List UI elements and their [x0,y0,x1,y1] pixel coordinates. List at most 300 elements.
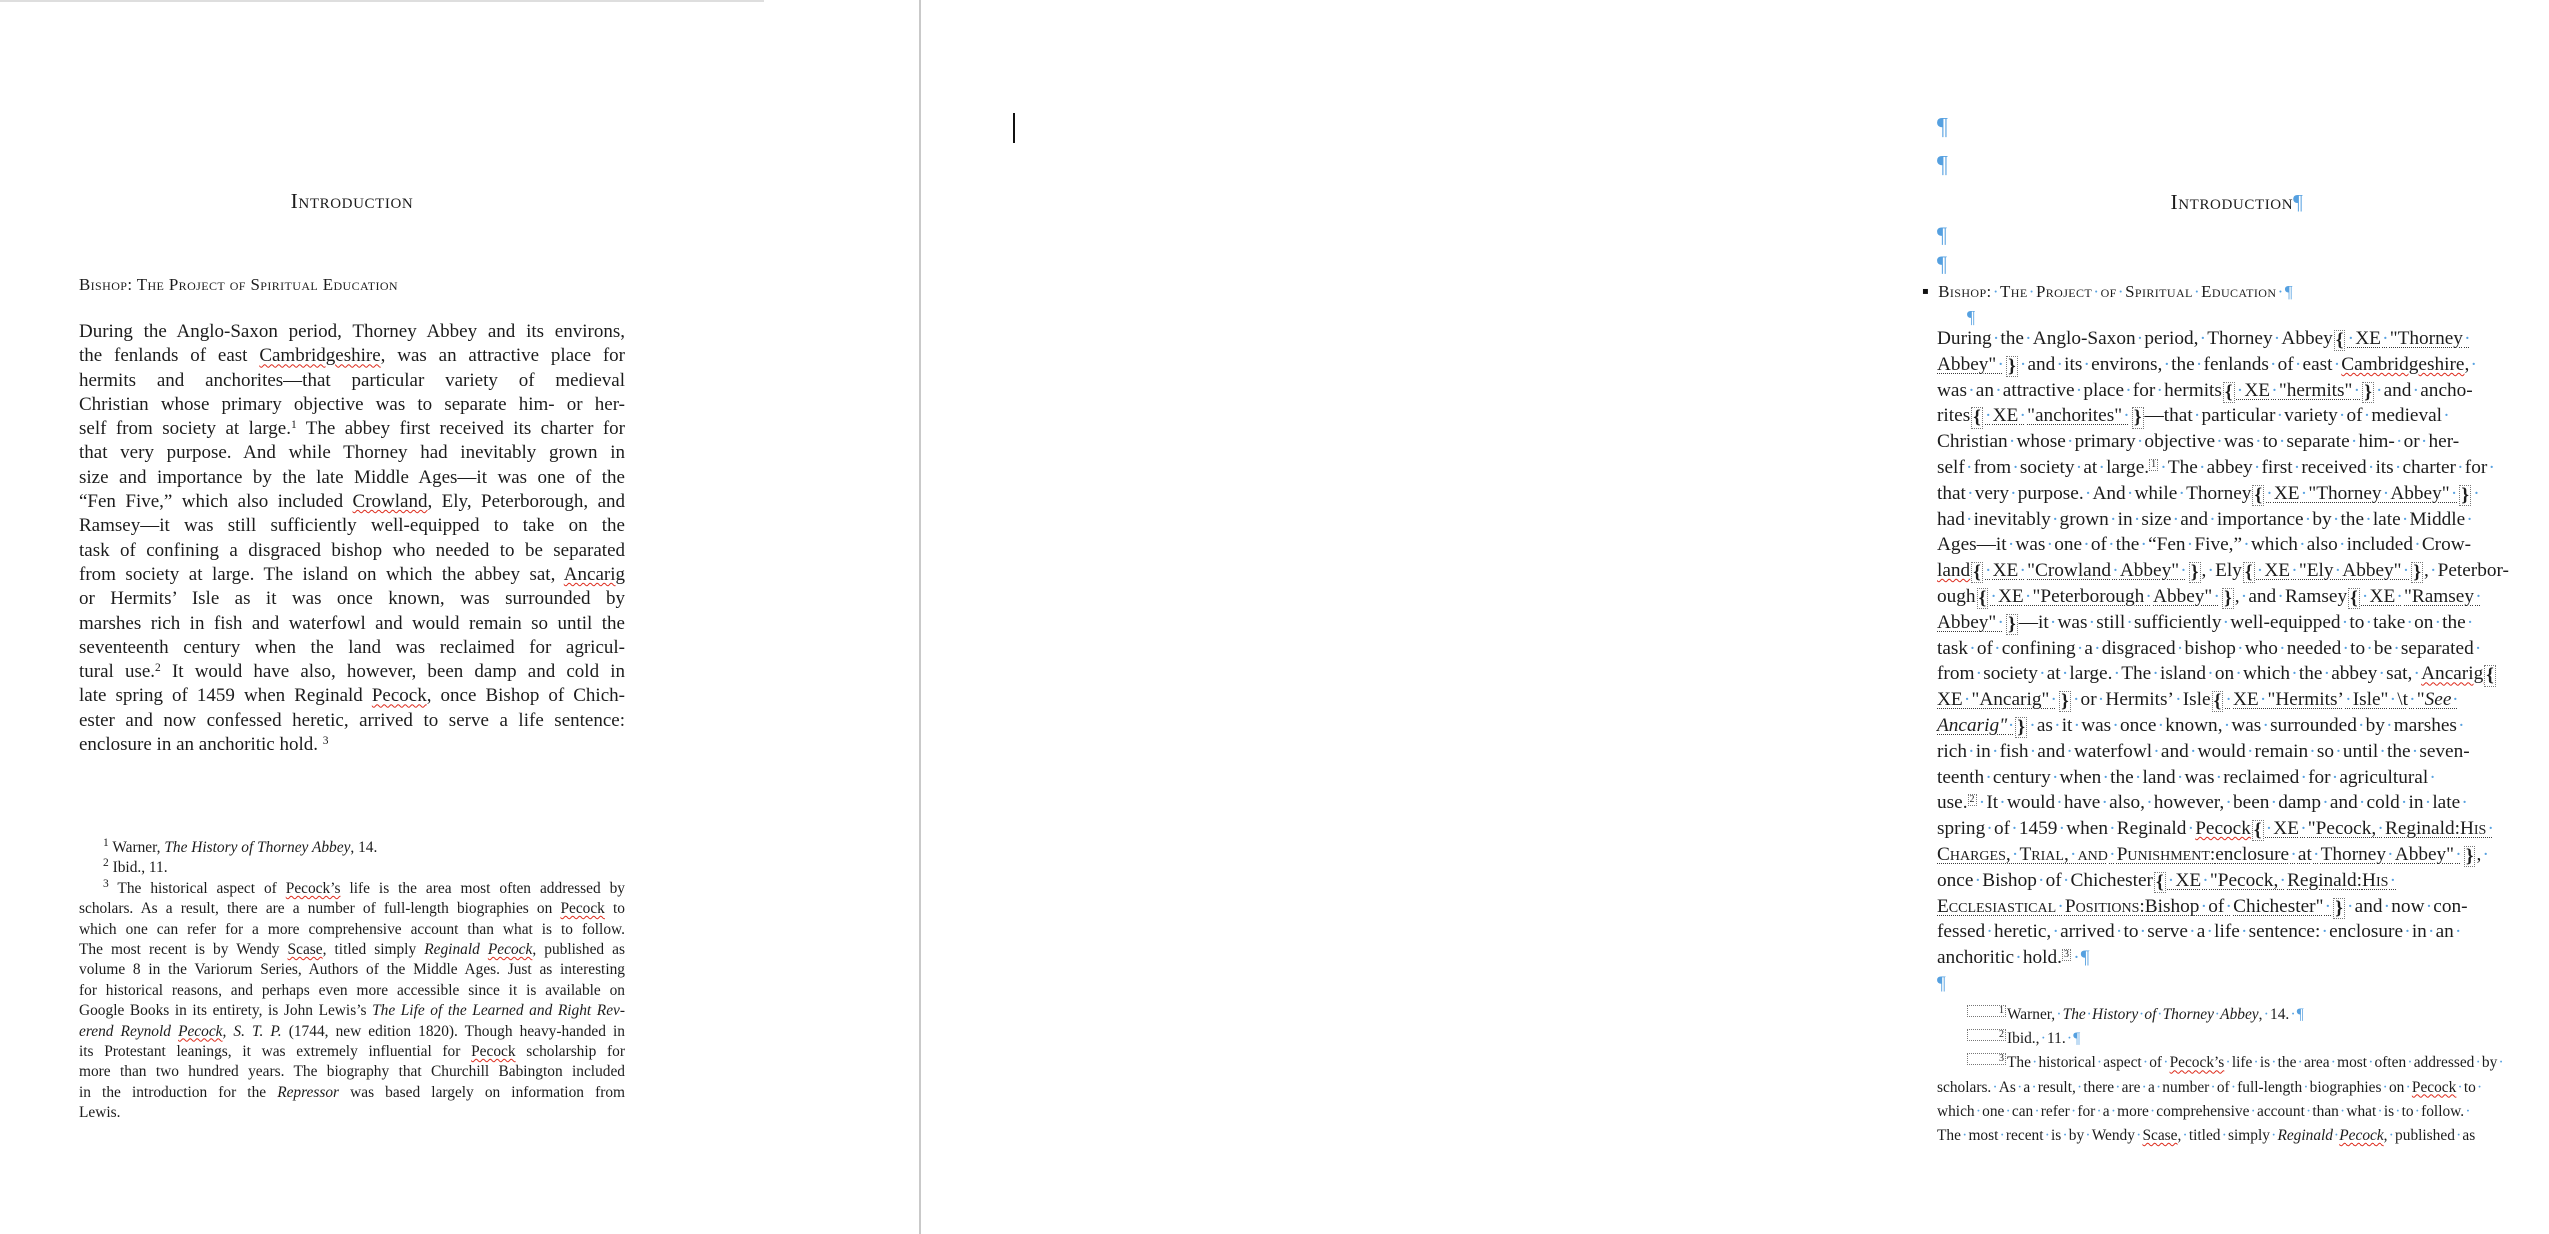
space-dot-mark: · [2040,1030,2046,1048]
space-dot-mark: · [2115,1078,2121,1096]
text-line: “Fen Five,” which also included Crowland, Ely, Peterborough, and [79,491,625,513]
text-line: rich·in·fish·and·waterfowl·and·would·remain·so·until·the·seven- [1937,740,2470,762]
space-dot-mark: · [2083,534,2090,556]
space-dot-mark: · [2178,482,2185,504]
space-dot-mark: · [2347,895,2354,917]
space-dot-mark: · [2149,1102,2156,1120]
space-dot-mark: · [2443,405,2450,427]
text-line: hermits and anchorites—that particular variety of medieval [79,369,625,391]
space-dot-mark: · [2393,637,2400,659]
text-line: XE·"Ancarig"· } ·or·Hermits’·Isle { ·XE·"Hermits’·Isle"·\t·"See· [1937,689,2458,713]
space-dot-mark: · [2019,405,2026,427]
space-dot-mark: · [2256,560,2264,582]
text-line: 2 Ibid.,·11.·¶ [1937,1027,2549,1051]
text-line: $^3$ The historical aspect of Pecock’s life is the area most often addressed by [103,877,626,897]
text-line: that·very·purpose.·And·while·Thorney { ·XE·"Thorney·Abbey"· } · [1937,482,2480,506]
left-body-paragraph [79,320,625,757]
space-dot-mark: · [2176,637,2184,659]
left-page-title: Introduction [290,189,414,213]
space-dot-mark: · [2134,766,2142,788]
space-dot-mark: · [2176,766,2184,788]
space-dot-mark: · [2394,456,2402,478]
text-line: was·an·attractive·place·for·hermits { ·XE·"hermits"· } ·and·ancho- [1937,379,2473,403]
space-dot-mark: · [1999,792,2006,814]
space-dot-mark: · [2235,663,2242,685]
space-dot-mark: · [2255,431,2262,453]
text-line: ¶ [1937,222,1947,247]
space-dot-mark: · [2062,869,2070,891]
space-dot-mark: · [2458,714,2465,736]
space-dot-mark: · [2412,379,2420,401]
text-line: ¶ [1937,251,1947,276]
text-line: more than two hundred years. The biography that Churchill Babington included [79,1063,625,1081]
space-dot-mark: · [2046,534,2054,556]
space-dot-mark: · [2294,353,2302,375]
space-dot-mark: · [2085,1127,2091,1145]
space-dot-mark: · [2386,714,2393,736]
text-line: Ramsey—it was still sufficiently well-equipped to take on the [79,515,625,537]
space-dot-mark: · [2488,456,2495,478]
space-dot-mark: · [2350,431,2358,453]
text-line: The most recent is by Wendy Scase, titled simply Reginald Pecock, published as [79,941,625,959]
space-dot-mark: · [2136,328,2144,349]
space-dot-mark: · [1997,611,2004,633]
space-dot-mark: · [2388,1127,2394,1145]
space-dot-mark: · [2093,282,2100,301]
space-dot-mark: · [1966,456,1973,478]
space-dot-mark: · [2365,611,2372,633]
space-dot-mark: · [2031,1078,2037,1096]
space-dot-mark: · [2466,508,2473,530]
space-dot-mark: · [2221,1127,2227,1145]
space-dot-mark: · [2225,792,2232,814]
space-dot-mark: · [2050,689,2057,711]
space-dot-mark: · [2475,585,2482,607]
space-dot-mark: · [2223,714,2231,736]
space-dot-mark: · [2072,689,2080,711]
space-dot-mark: · [2096,1102,2102,1120]
space-dot-mark: · [2377,818,2384,840]
space-dot-mark: · [2379,740,2386,762]
space-dot-mark: · [2361,585,2369,607]
space-dot-mark: · [2029,714,2036,736]
space-dot-mark: · [2330,1054,2336,1072]
text-line: marshes rich in fish and waterfowl and would remain so until the [79,612,625,634]
space-dot-mark: · [2487,818,2494,840]
space-dot-mark: · [2056,353,2063,375]
space-dot-mark: · [2180,560,2187,582]
text-line: Ancarig"· } ·as·it·was·once·known,·was·surrounded·by·marshes· [1937,714,2465,738]
space-dot-mark: · [2368,1054,2374,1072]
space-dot-mark: · [2216,431,2223,453]
space-dot-mark: · [2382,1078,2388,1096]
space-dot-mark: · [2396,585,2403,607]
space-dot-mark: · [2186,534,2194,556]
text-line: Abbey"· } ·and·its·environs,·the·fenlands·of·east·Cambridgeshire,· [1937,353,2477,377]
space-dot-mark: · [2300,818,2307,840]
text-line: During·the·Anglo-Saxon·period,·Thorney·Abbey { ·XE·"Thorney· [1937,328,2471,351]
space-dot-mark: · [2094,637,2101,659]
space-dot-mark: · [2259,689,2267,711]
space-dot-mark: · [2376,379,2383,401]
space-dot-mark: · [2353,379,2361,401]
space-dot-mark: · [2073,947,2080,969]
space-dot-mark: · [2313,843,2320,865]
space-dot-mark: · [2083,353,2090,375]
space-dot-mark: · [2240,585,2248,607]
space-dot-mark: · [2200,895,2208,917]
space-dot-mark: · [2404,921,2411,943]
space-dot-mark: · [2290,843,2297,865]
space-dot-mark: · [2266,482,2273,504]
space-dot-mark: · [2303,1078,2309,1096]
space-dot-mark: · [1974,869,1982,891]
space-dot-mark: · [2007,534,2015,556]
space-dot-mark: · [2011,818,2018,840]
space-dot-mark: · [2109,818,2116,840]
space-dot-mark: · [2025,328,2032,349]
space-dot-mark: · [2334,1127,2339,1145]
space-dot-mark: · [2279,637,2286,659]
space-dot-mark: · [2133,508,2141,530]
text-line: size and importance by the late Middle Ages—it was one of the [79,466,625,488]
text-cursor [1013,113,1015,143]
space-dot-mark: · [2332,508,2340,530]
space-dot-mark: · [2213,585,2220,607]
space-dot-mark: · [2126,482,2134,504]
space-dot-mark: · [2008,714,2014,736]
text-line: the fenlands of east Cambridgeshire, was an attractive place for [79,345,626,367]
space-dot-mark: · [1992,282,1999,301]
space-dot-mark: · [2117,282,2124,301]
space-dot-mark: · [2413,663,2420,685]
space-dot-mark: · [2335,740,2342,762]
space-dot-mark: · [2378,663,2385,685]
space-dot-mark: · [2112,714,2119,736]
right-top-lines [1922,108,2537,329]
space-dot-mark: · [2084,482,2092,504]
space-dot-mark: · [2187,818,2195,840]
space-dot-mark: · [2429,766,2436,788]
space-dot-mark: · [2236,379,2244,401]
space-dot-mark: · [1967,482,1974,504]
text-line: anchoritic·hold. 3 ·¶ [1937,947,2090,969]
space-dot-mark: · [2193,282,2200,301]
space-dot-mark: · [2300,482,2308,504]
space-dot-mark: · [2405,1078,2411,1096]
text-line: Charges,·Trial,·and·Punishment:enclosure·at·Thorney·Abbey"· } ,· [1937,843,2489,867]
space-dot-mark: · [2146,792,2153,814]
space-dot-mark: · [2193,405,2201,427]
space-dot-mark: · [2474,637,2482,659]
space-dot-mark: · [2409,689,2416,711]
space-dot-mark: · [2182,1127,2188,1145]
space-dot-mark: · [2140,534,2147,556]
space-dot-mark: · [2291,560,2298,582]
space-dot-mark: · [2157,714,2165,736]
space-dot-mark: · [2309,740,2316,762]
space-dot-mark: · [2066,740,2073,762]
space-dot-mark: · [2401,508,2409,530]
space-dot-mark: · [2051,508,2059,530]
space-dot-mark: · [2057,895,2064,917]
space-dot-mark: · [2237,637,2244,659]
text-line: from society at large. The island on which the abbey sat, Ancarig [79,563,625,585]
space-dot-mark: · [2029,740,2037,762]
text-line: Abbey"· } —it·was·still·sufficiently·well-equipped·to·take·on·the· [1937,611,2474,635]
space-dot-mark: · [2340,1102,2346,1120]
space-dot-mark: · [2209,508,2216,530]
left-page[interactable] [0,0,919,1234]
space-dot-mark: · [2098,456,2105,478]
text-line: Christian·whose·primary·objective·was·to·separate·him-·or·her- [1937,431,2460,453]
space-dot-mark: · [2225,1054,2231,1072]
space-dot-mark: · [2271,379,2278,401]
space-dot-mark: · [2061,663,2069,685]
space-dot-mark: · [2096,1054,2103,1072]
space-dot-mark: · [2019,560,2026,582]
space-dot-mark: · [2126,611,2133,633]
space-dot-mark: · [1992,328,2000,349]
text-line: its Protestant leanings, it was extremely influential for Pecock scholarship for [79,1043,625,1061]
space-dot-mark: · [2123,405,2130,427]
space-dot-mark: · [2139,921,2147,943]
space-dot-mark: · [2241,921,2248,943]
space-dot-mark: · [2434,611,2441,633]
text-line: ough { ·XE·"Peterborough·Abbey"· } ,·and·Ramsey { ·XE·"Ramsey· [1937,585,2482,609]
space-dot-mark: · [2358,714,2365,736]
space-dot-mark: · [2250,1102,2256,1120]
text-line: task of confining a disgraced bishop who needed to be separated [79,539,625,561]
text-line: rites { ·XE·"anchorites"· } —that·particular·variety·of·medieval· [1937,405,2450,429]
space-dot-mark: · [1969,637,1976,659]
space-dot-mark: · [2136,1127,2142,1145]
space-dot-mark: · [2246,740,2254,762]
space-dot-mark: · [2341,611,2349,633]
space-dot-mark: · [2069,843,2077,865]
space-dot-mark: · [2145,585,2152,607]
space-dot-mark: · [2465,1102,2471,1120]
space-dot-mark: · [2207,560,2214,582]
space-dot-mark: · [2450,482,2458,504]
space-dot-mark: · [2383,895,2391,917]
space-dot-mark: · [2407,1054,2413,1072]
space-dot-mark: · [1975,1102,1981,1120]
space-dot-mark: · [2010,482,2017,504]
space-dot-mark: · [2038,869,2045,891]
text-line: or Hermits’ Isle as it was once known, was surrounded by [79,588,625,610]
space-dot-mark: · [2199,456,2206,478]
space-dot-mark: · [2428,921,2435,943]
space-dot-mark: · [1962,1127,1968,1145]
space-dot-mark: · [2387,843,2394,865]
space-dot-mark: · [2073,714,2081,736]
text-line: from·society·at·large.·The·island·on·which·the·abbey·sat,·Ancarig { [1937,663,2494,687]
space-dot-mark: · [2406,611,2413,633]
space-dot-mark: · [1997,353,2004,375]
space-dot-mark: · [1963,689,1971,711]
text-line: ¶ [1967,307,1976,327]
space-dot-mark: · [2163,353,2170,375]
space-dot-mark: · [2172,508,2180,530]
text-line: Lewis. [79,1104,121,1122]
text-line: late spring of 1459 when Reginald Pecock, once Bishop of Chich- [79,685,625,707]
space-dot-mark: · [1995,379,2002,401]
space-dot-mark: · [2365,508,2372,530]
right-page[interactable] [921,0,2509,1234]
space-dot-mark: · [1968,740,1975,762]
space-dot-mark: · [2058,818,2066,840]
space-dot-mark: · [2110,508,2117,530]
space-dot-mark: · [2115,921,2123,943]
space-dot-mark: · [1985,766,1992,788]
space-dot-mark: · [2414,1102,2420,1120]
space-dot-mark: · [2271,1127,2277,1145]
left-footnotes [79,838,625,1124]
text-line: Christian whose primary objective was to separate him- or her- [79,393,625,415]
space-dot-mark: · [2207,663,2214,685]
space-dot-mark: · [2470,353,2477,375]
space-dot-mark: · [2263,1006,2269,1023]
space-dot-mark: · [2276,405,2283,427]
left-page-heading: Bishop: The Project of Spiritual Education [79,275,398,294]
space-dot-mark: · [2052,921,2059,943]
space-dot-mark: · [2457,1078,2463,1096]
space-dot-mark: · [2028,282,2035,301]
space-dot-mark: · [1985,560,1992,582]
text-line: once·Bishop·of·Chichester { ·XE·"Pecock,·Reginald:His· [1937,869,2397,893]
space-dot-mark: · [2153,740,2160,762]
space-dot-mark: · [2321,921,2328,943]
text-line: self·from·society·at·large. 1 ·The·abbey·first·received·its·charter·for· [1937,456,2495,478]
space-dot-mark: · [2297,1054,2303,1072]
space-dot-mark: · [2215,766,2223,788]
text-line: seventeenth century when the land was reclaimed for agricul- [79,636,625,658]
space-dot-mark: · [2265,818,2273,840]
text-line: ¶ [1937,972,1946,994]
space-dot-mark: · [2271,1054,2277,1072]
space-dot-mark: · [2102,766,2109,788]
right-body-paragraph [1937,326,2549,997]
space-dot-mark: · [2304,508,2312,530]
space-dot-mark: · [2455,843,2462,865]
text-line: Ages—it·was·one·of·the·“Fen·Five,”·which·also·included·Crow- [1937,534,2472,556]
space-dot-mark: · [1992,1078,1998,1096]
space-dot-mark: · [2071,1102,2077,1120]
text-line: ester and now confessed heretic, arrived to serve a life sentence: [79,709,625,731]
text-line: scholars. As a result, there are a number of full-length biographies on Pecock to [79,900,625,918]
text-line: ¶ [1937,114,1948,140]
space-dot-mark: · [2008,431,2016,453]
space-dot-mark: · [2051,766,2059,788]
space-dot-mark: · [2278,431,2286,453]
space-dot-mark: · [2339,534,2346,556]
space-dot-mark: · [2306,1102,2312,1120]
space-dot-mark: · [2011,843,2019,865]
space-dot-mark: · [2333,353,2341,375]
space-dot-mark: · [2152,663,2159,685]
text-line: which·one·can·refer·for·a·more·comprehensive·account·than·what·is·to·follow.· [1937,1102,2471,1120]
space-dot-mark: · [2015,947,2022,969]
text-line: Introduction¶ [2170,190,2304,214]
space-dot-mark: · [2101,792,2108,814]
space-dot-mark: · [2382,328,2389,349]
text-line: ¶ [1937,152,1948,178]
text-line: in the introduction for the Repressor was based largely on information from [79,1083,625,1101]
space-dot-mark: · [2291,663,2298,685]
text-line: tural use.$^2$ It would have also, however, been damp and cold in [79,661,625,683]
space-dot-mark: · [2347,328,2355,349]
space-dot-mark: · [2243,534,2250,556]
space-dot-mark: · [2039,663,2046,685]
space-dot-mark: · [2125,379,2132,401]
space-dot-mark: · [2167,869,2175,891]
space-dot-mark: · [2206,921,2213,943]
space-dot-mark: · [2414,534,2421,556]
space-dot-mark: · [2215,1006,2219,1023]
space-dot-mark: · [2389,689,2397,711]
text-line: 1 Warner,·The·History·of·Thorney·Abbey,·14.·¶ [1937,1003,2549,1027]
text-line: erend Reynold Pecock, S. T. P. (1744, new edition 1820). Though heavy-handed in [79,1022,626,1040]
space-dot-mark: · [2420,431,2428,453]
space-dot-mark: · [2077,1078,2083,1096]
space-dot-mark: · [2402,560,2410,582]
space-dot-mark: · [2062,1127,2068,1145]
space-dot-mark: · [2457,456,2464,478]
space-dot-mark: · [1986,921,1993,943]
space-dot-mark: · [2464,328,2471,349]
space-dot-mark: · [2270,792,2278,814]
space-dot-mark: · [2066,1030,2073,1048]
text-line: $^2$ Ibid., 11. [103,857,168,877]
space-dot-mark: · [2199,328,2207,349]
space-dot-mark: · [2112,560,2119,582]
space-dot-mark: · [1990,585,1997,607]
space-dot-mark: · [2054,714,2061,736]
space-dot-mark: · [2012,456,2019,478]
text-line: task·of·confining·a·disgraced·bishop·who·needed·to·be·separated· [1937,637,2482,659]
space-dot-mark: · [2452,689,2458,711]
text-line: self from society at large.$^1$ The abbey first received its charter for [79,418,625,440]
space-dot-mark: · [2110,1102,2116,1120]
space-dot-mark: · [2498,1054,2504,1072]
space-dot-mark: · [2277,585,2284,607]
space-dot-mark: · [2225,689,2232,711]
space-dot-mark: · [2382,482,2390,504]
space-dot-mark: · [2455,921,2462,943]
text-line: which one can refer for a more comprehensive account than what is to follow. [79,920,625,938]
space-dot-mark: · [2367,456,2375,478]
space-dot-mark: · [2113,663,2121,685]
space-dot-mark: · [2141,1078,2147,1096]
space-dot-mark: · [2293,456,2301,478]
text-line: volume 8 in the Variorum Series, Authors of the Middle Ages. Just as interesting [79,961,625,979]
text-line: had·inevitably·grown·in·size·and·importance·by·the·late·Middle· [1937,508,2473,530]
text-line: scholars.·As·a·result,·there·are·a·number·of·full-length·biographies·on·Pecock·to· [1937,1078,2483,1096]
space-dot-mark: · [2210,1078,2216,1096]
space-dot-mark: · [2189,921,2196,943]
space-dot-mark: · [1991,740,1999,762]
space-dot-mark: · [2189,740,2197,762]
space-dot-mark: · [2400,792,2408,814]
space-dot-mark: · [1975,663,1983,685]
space-dot-mark: · [2300,766,2307,788]
space-dot-mark: · [2331,766,2339,788]
text-line: use. 2 ·It·would·have·also,·however,·been·damp·and·cold·in·late· [1937,792,2468,814]
space-dot-mark: · [1994,637,2001,659]
space-dot-mark: · [2395,1102,2401,1120]
space-dot-mark: · [2034,1102,2040,1120]
